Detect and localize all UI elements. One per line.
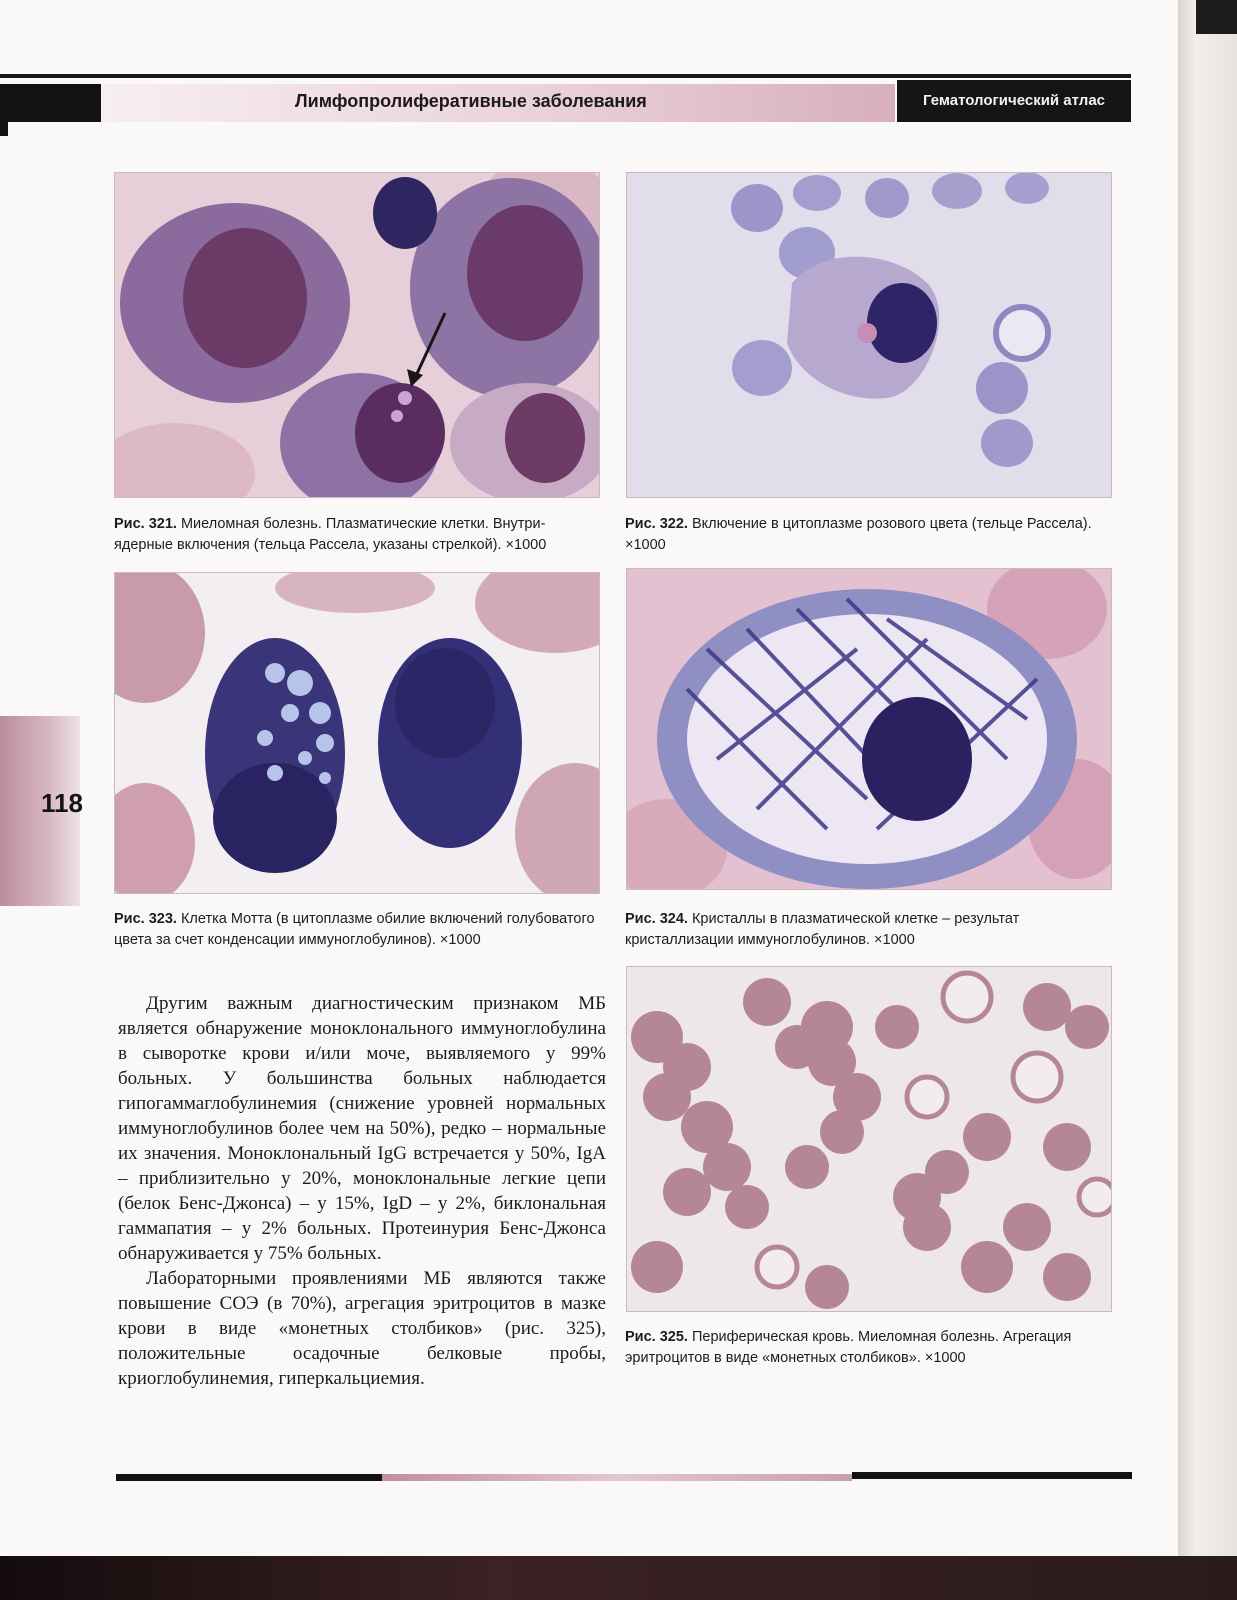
figure-323-label: Рис. 323. xyxy=(114,911,177,927)
footer-rule-mid xyxy=(382,1474,852,1481)
figure-325-caption xyxy=(625,1327,1115,1369)
figure-324-caption xyxy=(625,909,1115,951)
paragraph-2: Лабораторными проявлениями МБ являются также повышение СОЭ (в 70%), агрегация эритроцитов в мазке крови в виде «монетных столбиков» (рис. 325), положительные осадочные белковые пробы, криоглобулинемия, гиперкальциемия. xyxy=(118,1268,606,1389)
page-edge xyxy=(1178,0,1237,1600)
header-left-tab xyxy=(0,122,8,136)
figure-325-label: Рис. 325. xyxy=(625,1329,688,1345)
figure-322-image xyxy=(626,172,1112,498)
figure-322-text: Включение в цитоплазме розового цвета (тельце Рассела). ×1000 xyxy=(625,516,1092,553)
figure-323-text: Клетка Мотта (в цитоплазме обилие включений голубоватого цвета за счет конденсации иммуноглобулинов). ×1000 xyxy=(114,911,595,948)
running-title: Лимфопролиферативные заболевания xyxy=(295,91,647,111)
figure-325-text: Периферическая кровь. Миеломная болезнь. Агрегация эритроцитов в виде «монетных столбиков». ×1000 xyxy=(625,1329,1072,1366)
section-title: Гематологический атлас xyxy=(897,80,1131,122)
header-left-block xyxy=(0,84,101,122)
page-edge-top xyxy=(1196,0,1237,34)
figure-324-label: Рис. 324. xyxy=(625,911,688,927)
figure-321-caption xyxy=(114,514,604,556)
page-number: 118 xyxy=(41,788,83,818)
header-top-rule xyxy=(0,74,1131,78)
paragraph-1: Другим важным диагностическим признаком МБ является обнаружение моноклонального иммуноглобулина в сыворотке крови и/или моче, выявляемого у 99% больных. У большинства больных наблюдается гипогаммаглобулинемия (снижение уровней нормальных иммуноглобулинов более чем на 50%), редко – нормальные их значения. Моноклональный IgG встречается у 50%, IgA – приблизительно у 20%, моноклональные легкие цепи (белок Бенс-Джонса) – у 15%, IgD – у 2%, биклональная гаммапатия – у 2% больных. Протеинурия Бенс-Джонса обнаруживается у 75% больных. xyxy=(118,993,606,1264)
figure-325-image xyxy=(626,966,1112,1312)
figure-324-text: Кристаллы в плазматической клетке – результат кристаллизации иммуноглобулинов. ×1000 xyxy=(625,911,1020,948)
body-text xyxy=(118,991,606,1391)
figure-322-label: Рис. 322. xyxy=(625,516,688,532)
figure-323-image xyxy=(114,572,600,894)
footer-rule-left xyxy=(116,1474,382,1481)
figure-321-text: Миеломная болезнь. Плазматические клетки. Внутри-ядерные включения (тельца Рассела, указаны стрелкой). ×1000 xyxy=(114,516,547,553)
footer-rule-right xyxy=(852,1472,1132,1479)
figure-321-image xyxy=(114,172,600,498)
figure-321-label: Рис. 321. xyxy=(114,516,177,532)
scan-bottom-edge xyxy=(0,1556,1237,1600)
figure-322-caption xyxy=(625,514,1115,556)
figure-324-image xyxy=(626,568,1112,890)
figure-323-caption xyxy=(114,909,604,951)
